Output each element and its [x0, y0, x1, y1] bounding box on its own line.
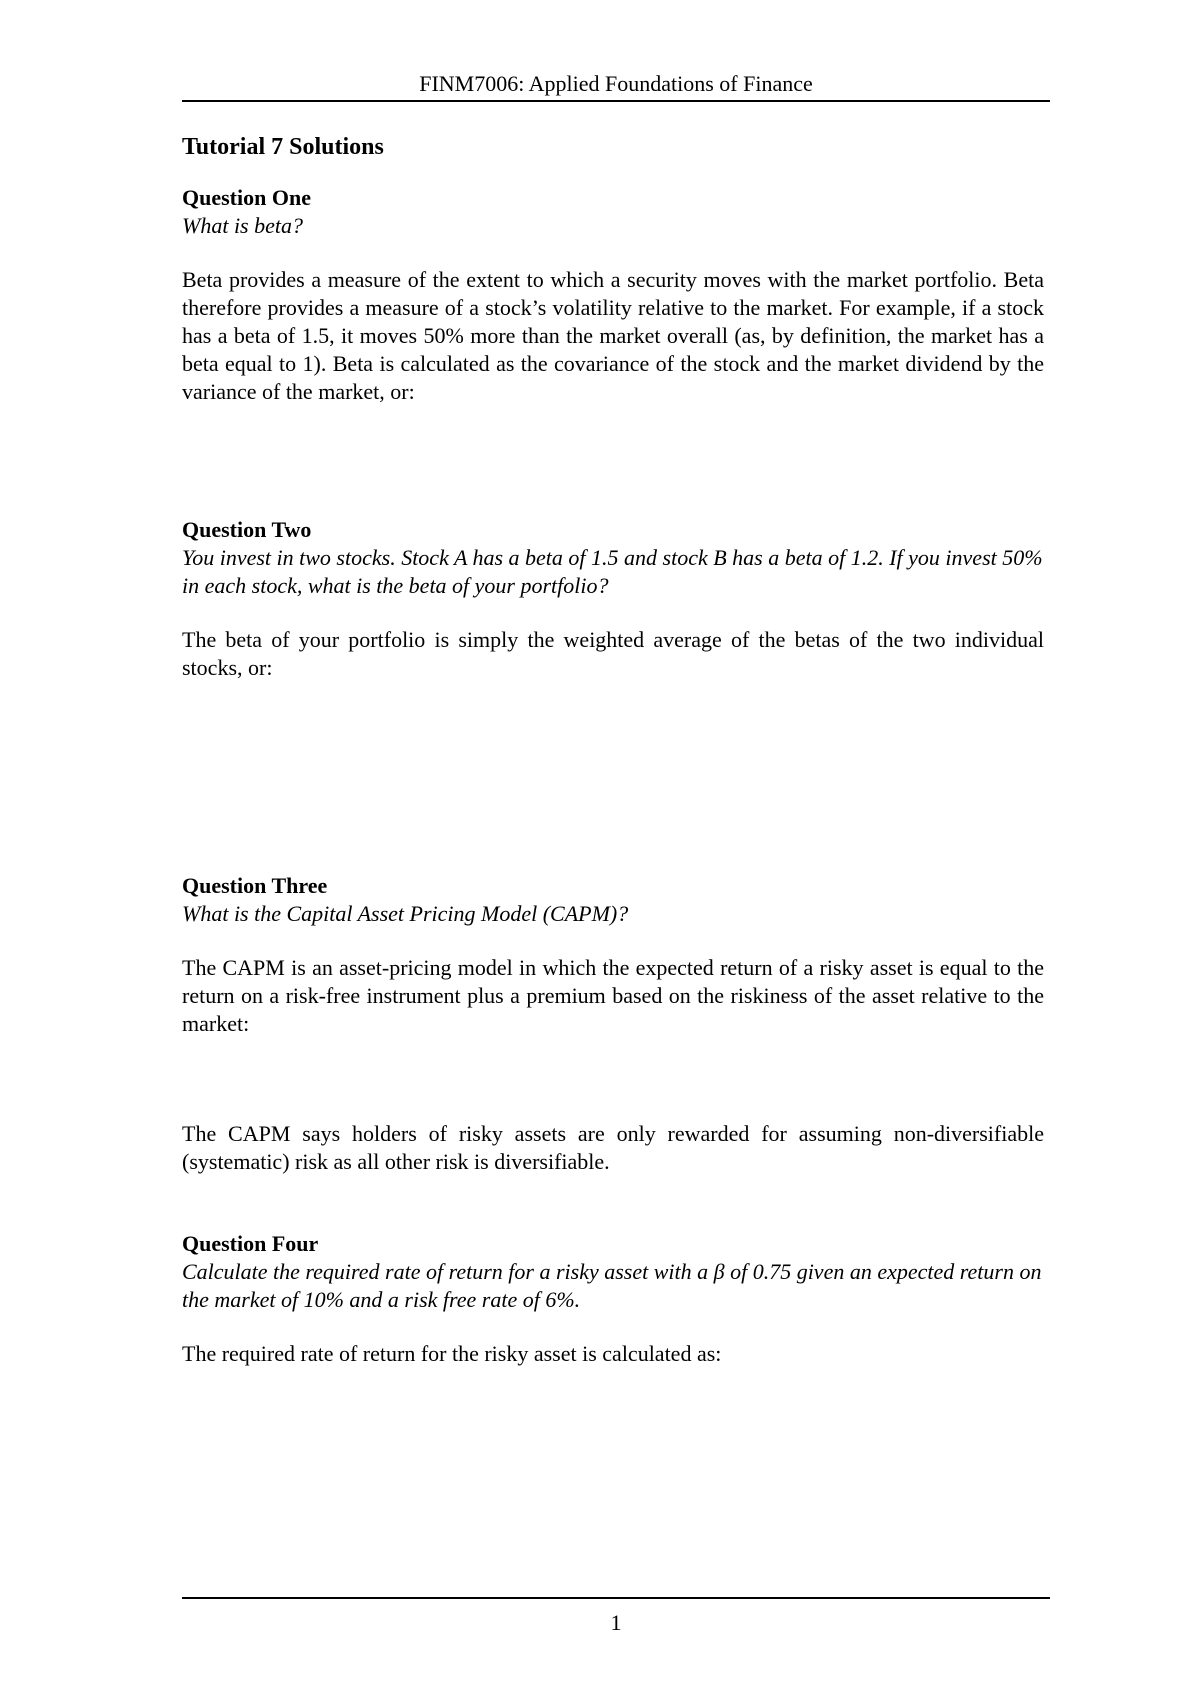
question-prompt: What is beta? — [182, 213, 303, 238]
question-prompt: You invest in two stocks. Stock A has a beta of 1.5 and stock B has a beta of 1.2. If you invest 50% in each stock, what is the beta of your portfolio? — [182, 545, 1043, 598]
question-heading: Question One — [182, 185, 311, 210]
running-header: FINM7006: Applied Foundations of Finance — [419, 71, 813, 96]
answer-paragraph: The beta of your portfolio is simply the weighted average of the betas of the two individual stocks, or: — [182, 627, 1044, 680]
answer-paragraph: The CAPM is an asset-pricing model in which the expected return of a risky asset is equal to the return on a risk-free instrument plus a premium based on the riskiness of the asset relative to the market: — [182, 955, 1044, 1036]
page-number: 1 — [610, 1610, 622, 1635]
answer-paragraph: Beta provides a measure of the extent to which a security moves with the market portfolio. Beta therefore provides a measure of a stock’s volatility relative to the market. For example, if a stock has a beta of 1.5, it moves 50% more than the market overall (as, by definition, the market has a beta equal to 1). Beta is calculated as the covariance of the stock and the market dividend by the variance of the market, or: — [182, 267, 1044, 404]
answer-paragraph: The required rate of return for the risky asset is calculated as: — [182, 1341, 722, 1366]
footer-rule — [182, 1597, 1050, 1599]
question-heading: Question Two — [182, 517, 312, 542]
question-heading: Question Four — [182, 1231, 319, 1256]
question-three-section — [182, 872, 1044, 1176]
question-prompt: What is the Capital Asset Pricing Model (CAPM)? — [182, 901, 629, 926]
question-prompt: Calculate the required rate of return for a risky asset with a β of 0.75 given an expected return on the market of 10% and a risk free rate of 6%. — [182, 1259, 1042, 1312]
question-four-section — [182, 1230, 1044, 1368]
page-content — [182, 132, 1044, 1368]
question-heading: Question Three — [182, 873, 328, 898]
answer-paragraph: The CAPM says holders of risky assets are only rewarded for assuming non-diversifiable (systematic) risk as all other risk is diversifiable. — [182, 1121, 1044, 1174]
header-rule — [182, 100, 1050, 102]
question-two-section — [182, 516, 1044, 682]
page-title: Tutorial 7 Solutions — [182, 134, 384, 160]
question-one-section — [182, 184, 1044, 406]
